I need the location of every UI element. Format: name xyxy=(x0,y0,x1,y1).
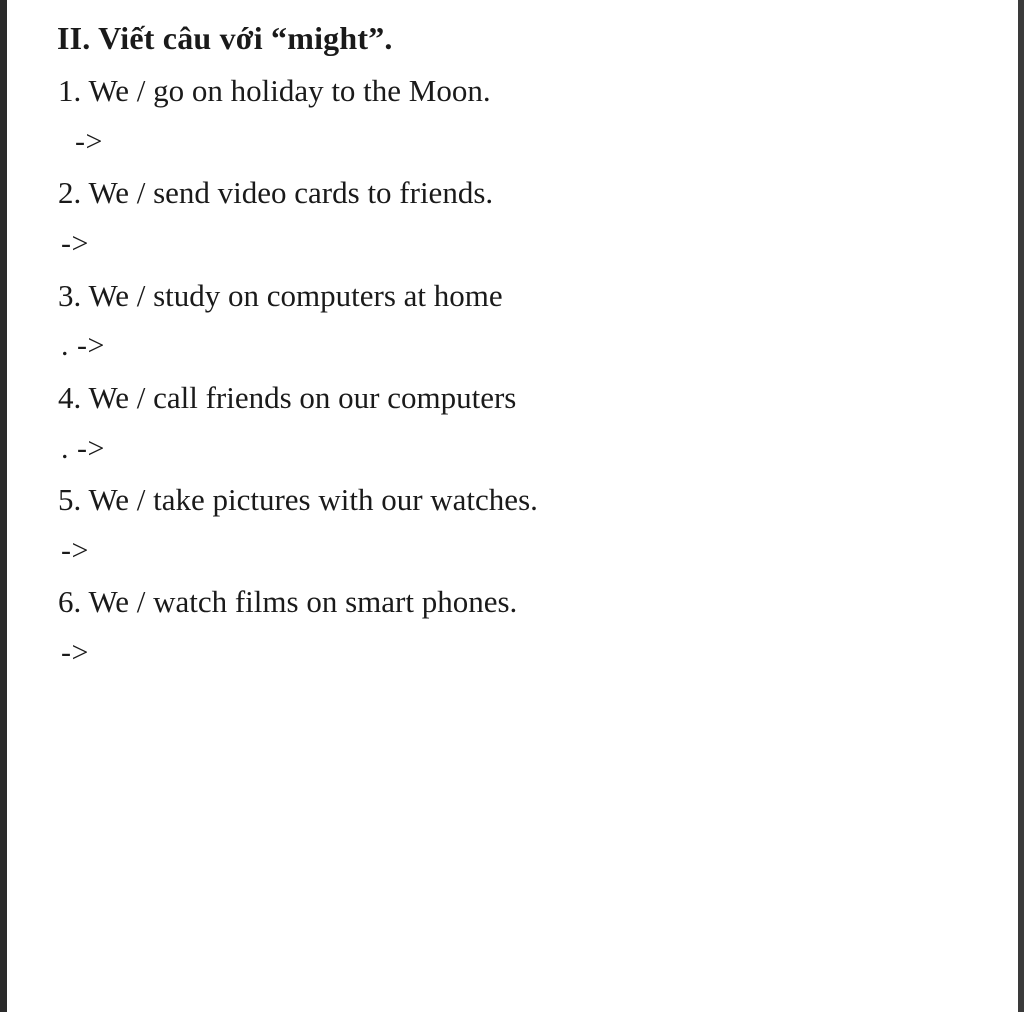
exercise-prompt: 6. We / watch films on smart phones. xyxy=(58,584,518,620)
exercise-item-4 xyxy=(55,379,984,467)
exercise-answer-line: -> xyxy=(61,533,89,567)
exercise-item-2 xyxy=(55,174,984,262)
exercise-prompt: 5. We / take pictures with our watches. xyxy=(58,482,538,517)
exercise-answer-line: . -> xyxy=(61,431,105,465)
exercise-answer-line: . -> xyxy=(61,329,105,363)
exercise-item-5 xyxy=(55,481,984,569)
exercise-prompt: 1. We / go on holiday to the Moon. xyxy=(58,73,491,108)
exercise-answer-line: -> xyxy=(67,124,103,158)
exercise-prompt: 4. We / call friends on our computers xyxy=(58,379,517,415)
exercise-heading: II. Viết câu với “might”. xyxy=(57,20,393,56)
exercise-item-6 xyxy=(55,583,984,671)
exercise-prompt: 2. We / send video cards to friends. xyxy=(58,175,494,211)
exercise-item-1 xyxy=(55,72,984,160)
exercise-prompt: 3. We / study on computers at home xyxy=(58,277,503,313)
exercise-answer-line: -> xyxy=(61,227,89,260)
exercise-answer-line: -> xyxy=(61,636,89,669)
exercise-item-3 xyxy=(55,277,984,365)
